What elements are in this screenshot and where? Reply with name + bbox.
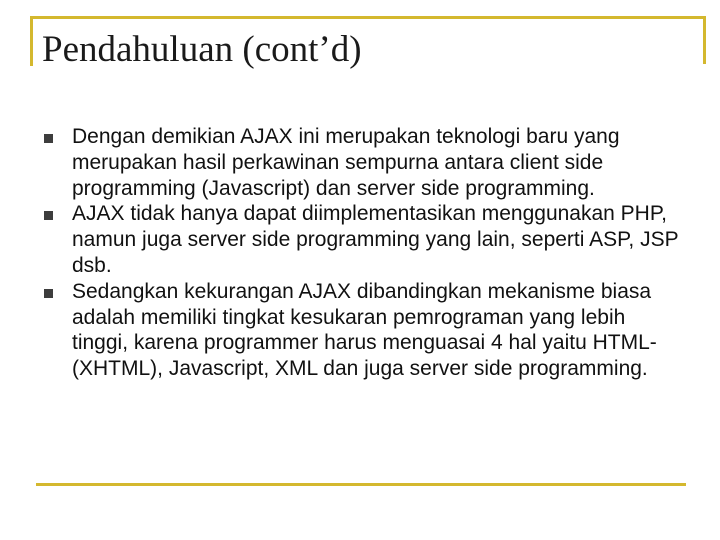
bullet-item [44,124,684,201]
bullet-item [44,201,684,278]
top-rule [30,16,706,19]
right-rule [703,16,706,64]
bullet-text: Dengan demikian AJAX ini merupakan teknologi baru yang merupakan hasil perkawinan sempurna antara client side programming (Javascript) dan server side programming. [72,125,620,200]
left-rule [30,16,33,66]
square-bullet-icon [44,289,53,298]
bullet-text: Sedangkan kekurangan AJAX dibandingkan mekanisme biasa adalah memiliki tingkat kesukaran pemrograman yang lebih tinggi, karena programmer harus menguasai 4 hal yaitu HTML-(XHTML), Javascript, XML dan juga server side programming. [72,279,657,381]
bullet-text: AJAX tidak hanya dapat diimplementasikan menggunakan PHP, namun juga server side programming yang lain, seperti ASP, JSP dsb. [72,202,679,277]
bullet-list [44,124,684,382]
square-bullet-icon [44,134,53,143]
square-bullet-icon [44,211,53,220]
slide-title: Pendahuluan (cont’d) [42,29,362,70]
bottom-rule [36,483,686,486]
bullet-item [44,279,684,382]
